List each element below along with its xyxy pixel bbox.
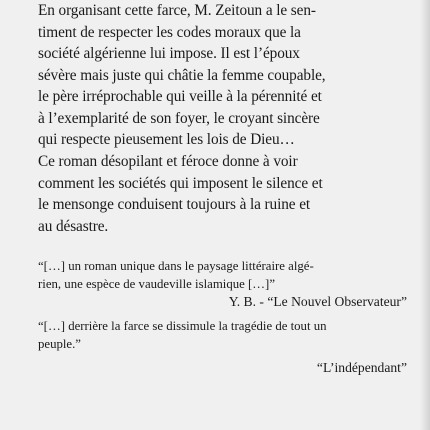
text-line: le mensonge conduisent toujours à la ruine et [38,196,311,213]
quote-line: peuple.” [38,336,81,351]
page-edge-shadow [420,0,430,430]
text-line: qui respecte pieusement les lois de Dieu… [38,131,295,148]
quote-line: “[…] derrière la farce se dissimule la tragédie de tout un [38,319,327,333]
text-line: En organisant cette farce, M. Zeitoun a le sen- [38,2,316,19]
text-line: société algérienne lui impose. Il est l’époux [38,45,300,62]
quote-source: “L’indépendant” [316,360,407,375]
summary-paragraph-1 [38,0,407,151]
quote-line: rien, une espèce de vaudeville islamique […]” [38,276,275,291]
quote-source: Y. B. - “Le Nouvel Observateur” [228,294,407,309]
text-line: timent de respecter les codes moraux que la [38,23,301,41]
press-quote-2 [38,318,407,377]
summary-paragraph-2 [38,151,407,237]
text-line: comment les sociétés qui imposent le silence et [38,174,323,192]
text-line: à l’exemplarité de son foyer, le croyant sincère [38,109,320,127]
quote-line: “[…] un roman unique dans le paysage littéraire algé- [38,259,314,273]
text-line: le père irréprochable qui veille à la pérennité et [38,88,322,105]
press-quote-1 [38,258,407,311]
text-line: sévère mais juste qui châtie la femme coupable, [38,66,326,84]
text-line: au désastre. [38,217,109,235]
text-line: Ce roman désopilant et féroce donne à voir [38,153,298,170]
